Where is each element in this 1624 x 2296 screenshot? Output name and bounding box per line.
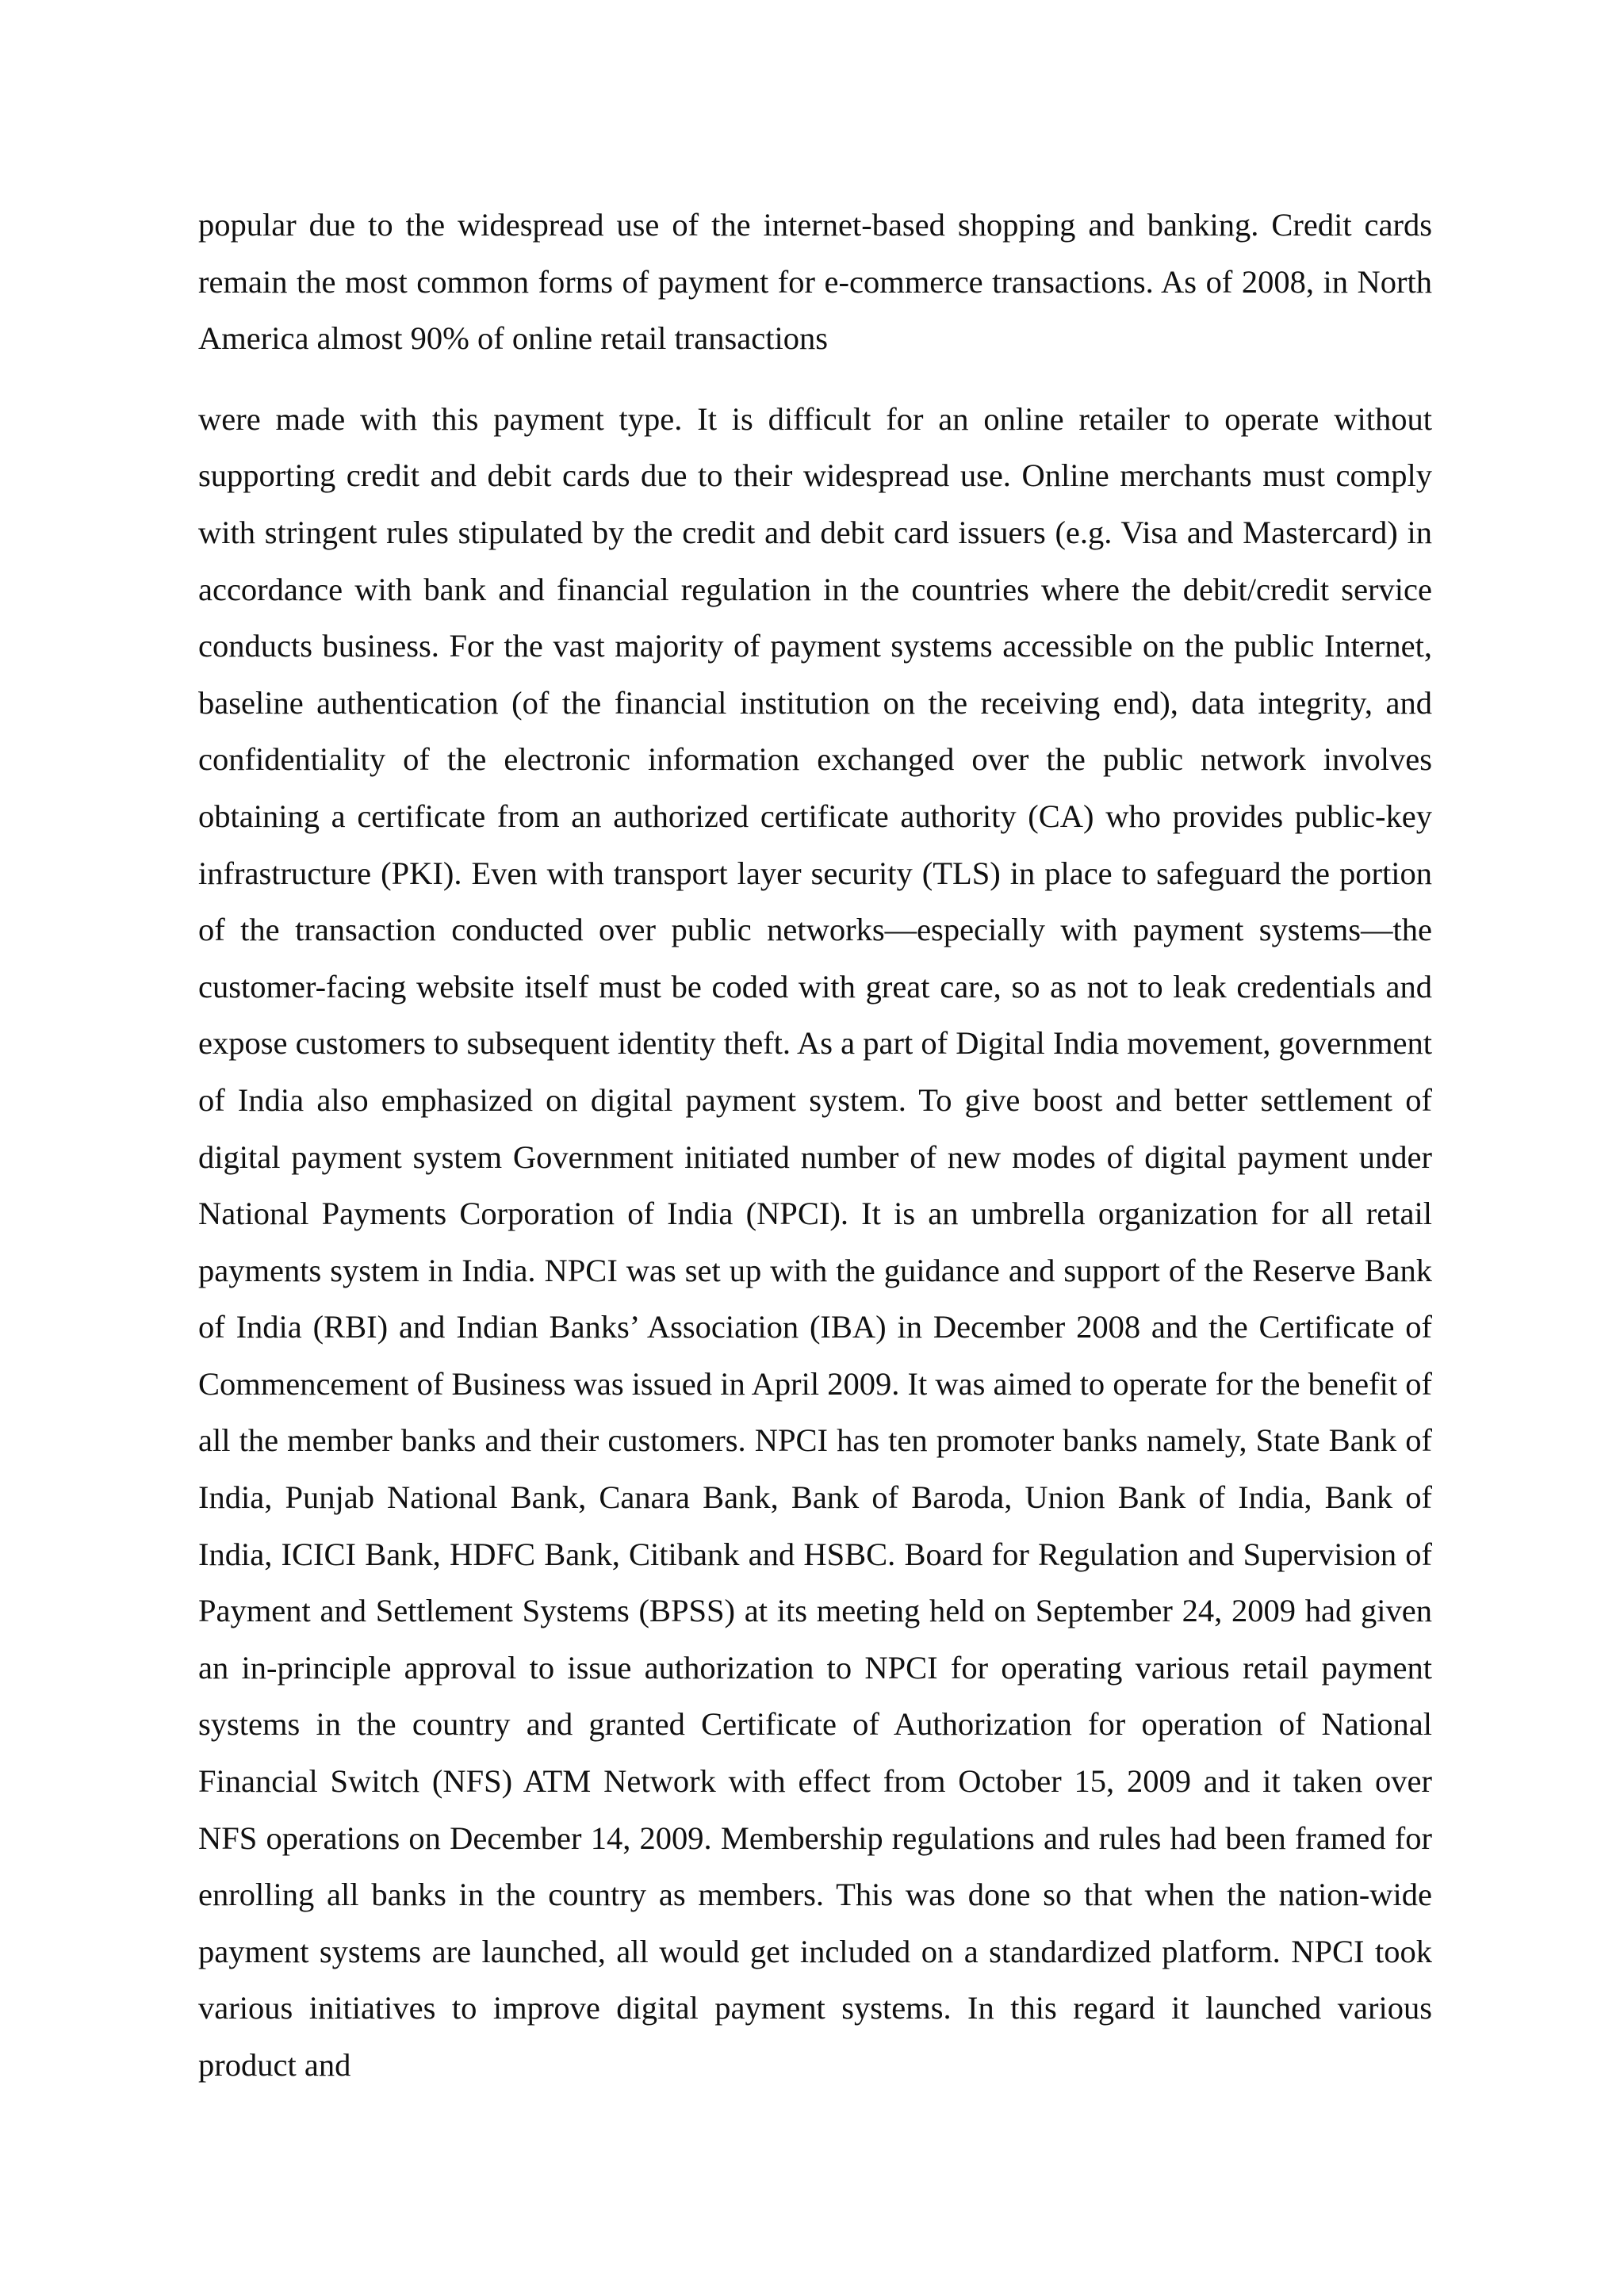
document-page [198, 197, 1432, 2094]
paragraph-intro: popular due to the widespread use of the internet-based shopping and banking. Credit cards remain the most common forms of payment for e-commerce transactions. As of 2008, in North America almost 90% of online retail transactions [198, 207, 1432, 357]
paragraph-main: were made with this payment type. It is difficult for an online retailer to operate without supporting credit and debit cards due to their widespread use. Online merchants must comply with stringent rules stipulated by the credit and debit card issuers (e.g. Visa and Mastercard) in accordance with bank and financial regulation in the countries where the debit/credit service conducts business. For the vast majority of payment systems accessible on the public Internet, baseline authentication (of the financial institution on the receiving end), data integrity, and confidentiality of the electronic information exchanged over the public network involves obtaining a certificate from an authorized certificate authority (CA) who provides public-key infrastructure (PKI). Even with transport layer security (TLS) in place to safeguard the portion of the transaction conducted over public networks—especially with payment systems—the customer-facing website itself must be coded with great care, so as not to leak credentials and expose customers to subsequent identity theft. As a part of Digital India movement, government of India also emphasized on digital payment system. To give boost and better settlement of digital payment system Government initiated number of new modes of digital payment under National Payments Corporation of India (NPCI). It is an umbrella organization for all retail payments system in India. NPCI was set up with the guidance and support of the Reserve Bank of India (RBI) and Indian Banks’ Association (IBA) in December 2008 and the Certificate of Commencement of Business was issued in April 2009. It was aimed to operate for the benefit of all the member banks and their customers. NPCI has ten promoter banks namely, State Bank of India, Punjab National Bank, Canara Bank, Bank of Baroda, Union Bank of India, Bank of India, ICICI Bank, HDFC Bank, Citibank and HSBC. Board for Regulation and Supervision of Payment and Settlement Systems (BPSS) at its meeting held on September 24, 2009 had given an in-principle approval to issue authorization to NPCI for operating various retail payment systems in the country and granted Certificate of Authorization for operation of National Financial Switch (NFS) ATM Network with effect from October 15, 2009 and it taken over NFS operations on December 14, 2009. Membership regulations and rules had been framed for enrolling all banks in the country as members. This was done so that when the nation-wide payment systems are launched, all would get included on a standardized platform. NPCI took various initiatives to improve digital payment systems. In this regard it launched various product and [198, 400, 1432, 2083]
